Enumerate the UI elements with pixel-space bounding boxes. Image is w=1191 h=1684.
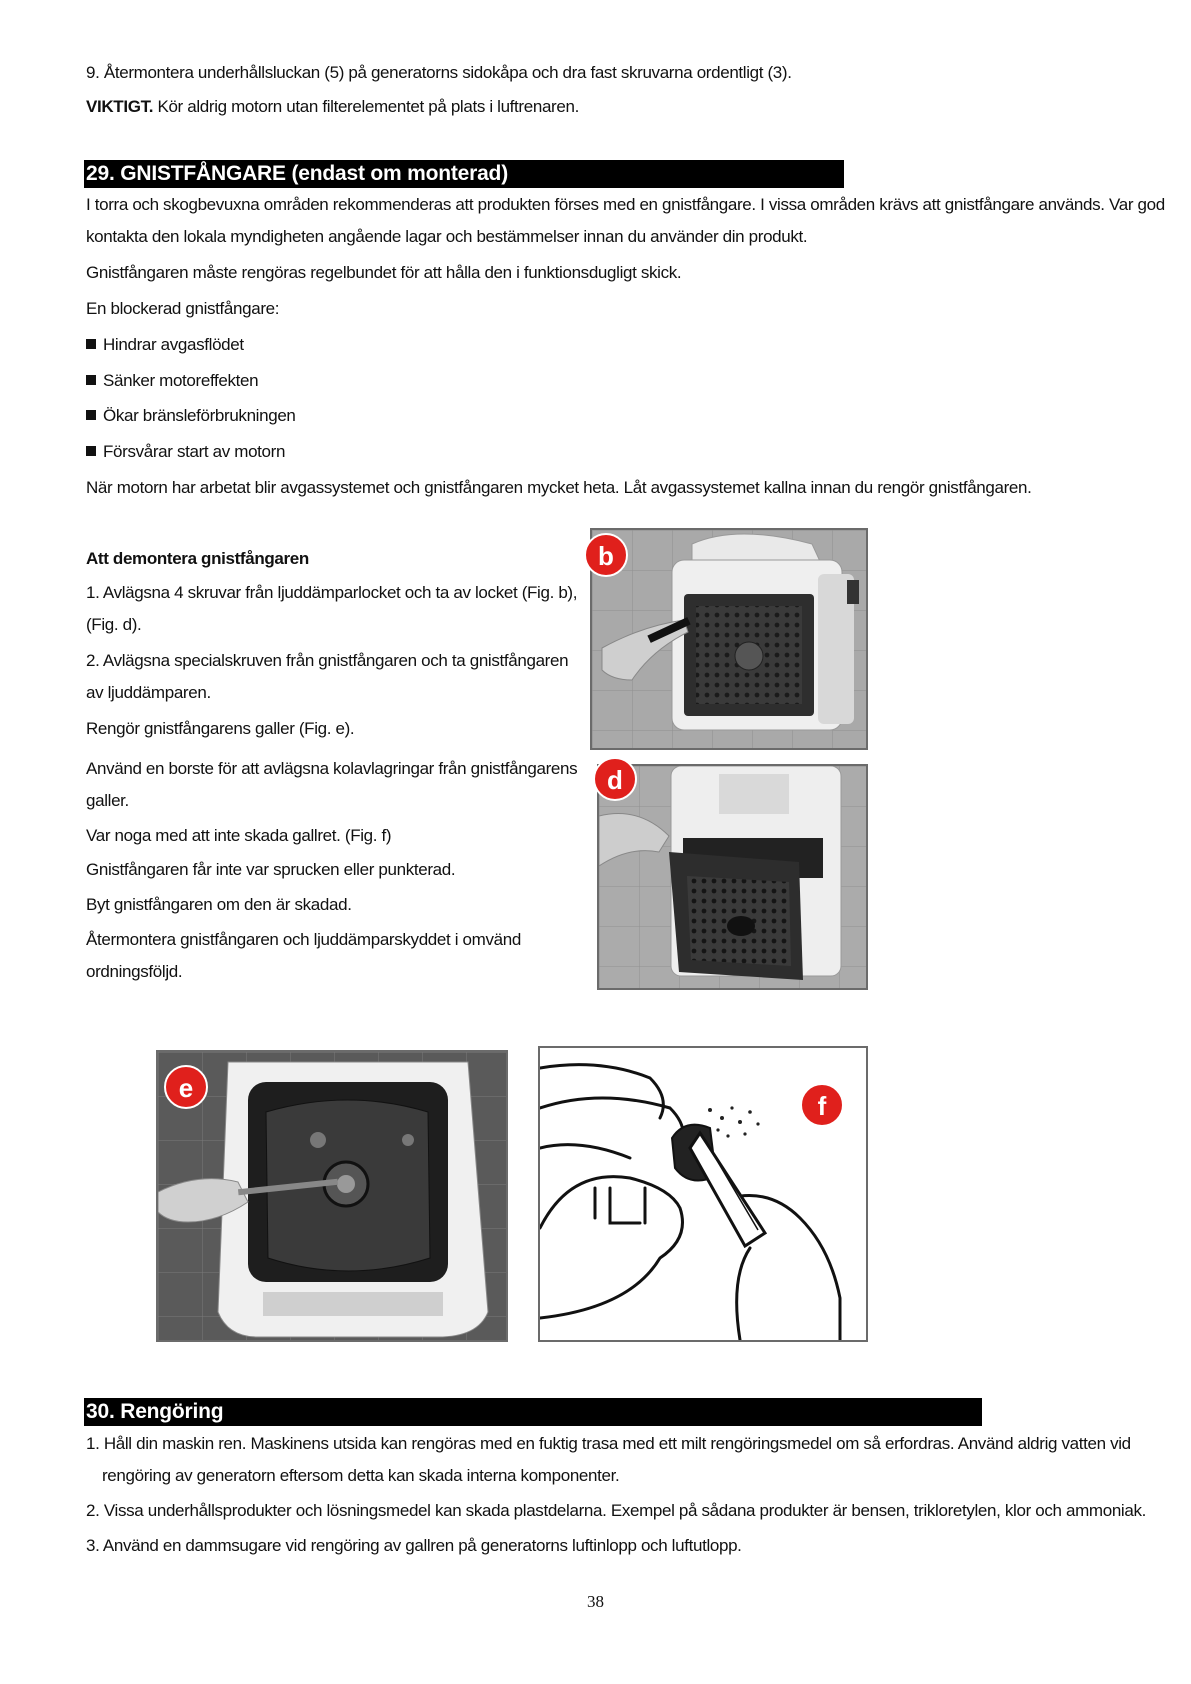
bullet-square-icon: [86, 339, 96, 349]
subheading-remove-spark-arrester: Att demontera gnistfångaren: [86, 549, 309, 568]
step-line: Återmontera gnistfångaren och ljuddämparskyddet i omvänd: [86, 930, 521, 949]
step-line: Använd en borste för att avlägsna kolavlagringar från gnistfångarens: [86, 759, 578, 778]
important-label: VIKTIGT.: [86, 97, 154, 116]
step-line: ordningsföljd.: [86, 962, 183, 981]
bullet-item: Försvårar start av motorn: [86, 441, 285, 463]
bullet-item: Ökar bränsleförbrukningen: [86, 405, 296, 427]
bullet-square-icon: [86, 410, 96, 420]
section-29-title: 29. GNISTFÅNGARE (endast om monterad): [84, 160, 844, 188]
page-number: 38: [587, 1592, 604, 1611]
important-text: Kör aldrig motorn utan filterelementet på plats i luftrenaren.: [153, 97, 579, 116]
figure-e-badge: e: [164, 1065, 208, 1109]
step-line: Rengör gnistfångarens galler (Fig. e).: [86, 719, 355, 738]
s30-item3: 3. Använd en dammsugare vid rengöring av gallren på generatorns luftinlopp och luftutlopp.: [86, 1536, 742, 1555]
step-line: 2. Avlägsna specialskruven från gnistfångaren och ta gnistfångaren: [86, 651, 569, 670]
figure-b-photo: [590, 528, 868, 750]
s30-item2: 2. Vissa underhållsprodukter och lösningsmedel kan skada plastdelarna. Exempel på sådana produkter är bensen, trikloretylen, klor och ammoniak.: [86, 1501, 1146, 1520]
step-line: Byt gnistfångaren om den är skadad.: [86, 895, 352, 914]
bullet-square-icon: [86, 375, 96, 385]
step-line: (Fig. d).: [86, 615, 142, 634]
figure-d-badge: d: [593, 757, 637, 801]
step-line: av ljuddämparen.: [86, 683, 211, 702]
bullet-square-icon: [86, 446, 96, 456]
step-line: 1. Avlägsna 4 skruvar från ljuddämparlocket och ta av locket (Fig. b),: [86, 583, 578, 602]
figure-e-photo: [156, 1050, 508, 1342]
step-line: Var noga med att inte skada gallret. (Fig. f): [86, 826, 392, 845]
step-9-text: 9. Återmontera underhållsluckan (5) på generatorns sidokåpa och dra fast skruvarna ordentligt (3).: [86, 63, 792, 82]
s29-warning: När motorn har arbetat blir avgassystemet och gnistfångaren mycket heta. Låt avgassystemet kallna innan du rengör gnistfångaren.: [86, 478, 1032, 497]
s29-para1-line1: I torra och skogbevuxna områden rekommenderas att produkten förses med en gnistfångare. I vissa områden krävs att gnistfångare används. Var god: [86, 195, 1165, 214]
figure-f-badge: f: [800, 1083, 844, 1127]
bullet-item: Hindrar avgasflödet: [86, 334, 244, 356]
figure-d-photo: [597, 764, 868, 990]
bullet-item: Sänker motoreffekten: [86, 370, 258, 392]
step-line: Gnistfångaren får inte var sprucken eller punkterad.: [86, 860, 456, 879]
s29-para3: En blockerad gnistfångare:: [86, 299, 280, 318]
s29-para1-line2: kontakta den lokala myndigheten angående lagar och bestämmelser innan du använder din produkt.: [86, 227, 808, 246]
figure-b-badge: b: [584, 533, 628, 577]
s30-item1-line2: rengöring av generatorn eftersom detta kan skada interna komponenter.: [102, 1466, 620, 1485]
s29-para2: Gnistfångaren måste rengöras regelbundet för att hålla den i funktionsdugligt skick.: [86, 263, 682, 282]
step-line: galler.: [86, 791, 129, 810]
s30-item1-line1: 1. Håll din maskin ren. Maskinens utsida kan rengöras med en fuktig trasa med ett milt rengöringsmedel om så erfordras. Använd aldrig vatten vid: [86, 1434, 1131, 1453]
important-note: [86, 96, 579, 118]
section-30-title: 30. Rengöring: [84, 1398, 982, 1426]
